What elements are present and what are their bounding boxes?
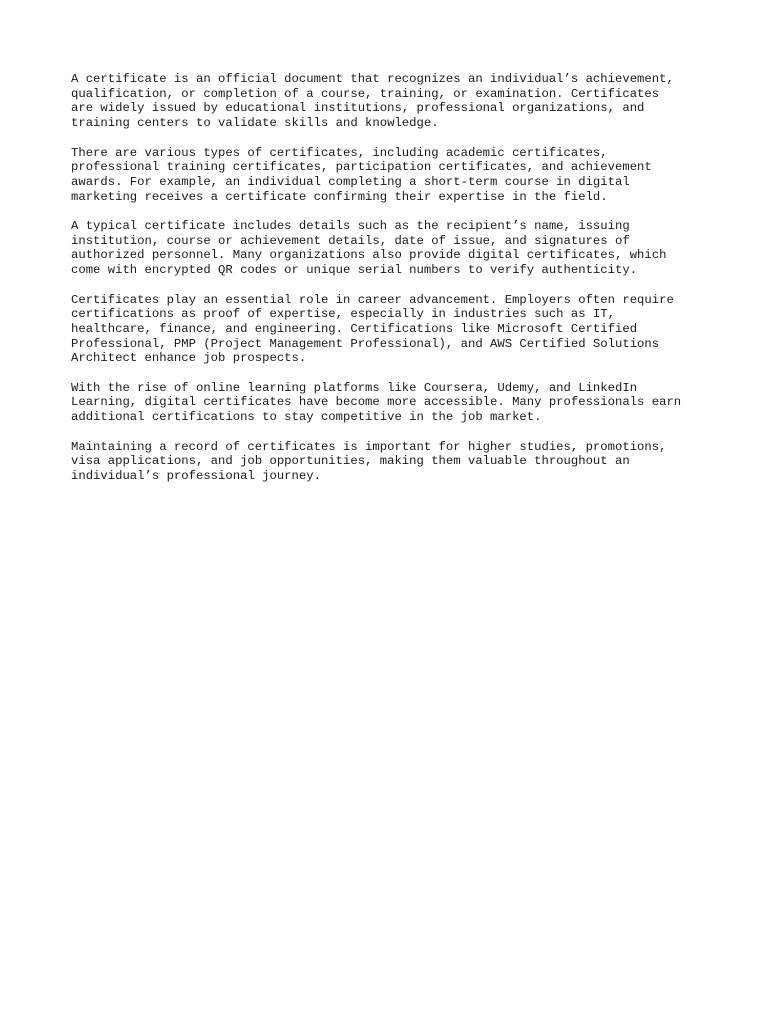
- text-line: certifications as proof of expertise, especially in industries such as IT,: [71, 307, 615, 322]
- text-line: Maintaining a record of certificates is important for higher studies, promotions,: [71, 439, 667, 454]
- text-line: With the rise of online learning platforms like Coursera, Udemy, and LinkedIn: [71, 380, 638, 395]
- text-line: additional certifications to stay competitive in the job market.: [71, 410, 542, 425]
- text-line: visa applications, and job opportunities, making them valuable throughout an: [71, 454, 630, 469]
- paragraph-career: [71, 293, 731, 367]
- text-line: Professional, PMP (Project Management Professional), and AWS Certified Solutions: [71, 336, 660, 351]
- document-body: [71, 72, 731, 498]
- text-line: individual’s professional journey.: [71, 468, 321, 483]
- text-line: authorized personnel. Many organizations also provide digital certificates, which: [71, 248, 667, 263]
- text-line: training centers to validate skills and knowledge.: [71, 116, 439, 131]
- paragraph-definition: [71, 72, 731, 131]
- paragraph-online-learning: [71, 381, 731, 425]
- paragraph-record-keeping: [71, 440, 731, 484]
- paragraph-types: [71, 146, 731, 205]
- text-line: Learning, digital certificates have become more accessible. Many professionals earn: [71, 395, 682, 410]
- text-line: healthcare, finance, and engineering. Certifications like Microsoft Certified: [71, 321, 638, 336]
- text-line: Architect enhance job prospects.: [71, 351, 307, 366]
- text-line: professional training certificates, participation certificates, and achievement: [71, 160, 652, 175]
- text-line: qualification, or completion of a course, training, or examination. Certificates: [71, 86, 660, 101]
- text-line: A typical certificate includes details such as the recipient’s name, issuing: [71, 219, 630, 233]
- text-line: There are various types of certificates, including academic certificates,: [71, 145, 608, 160]
- text-line: A certificate is an official document that recognizes an individual’s achievement,: [71, 72, 674, 86]
- text-line: institution, course or achievement details, date of issue, and signatures of: [71, 233, 630, 248]
- text-line: come with encrypted QR codes or unique serial numbers to verify authenticity.: [71, 263, 638, 278]
- text-line: Certificates play an essential role in career advancement. Employers often require: [71, 292, 674, 307]
- text-line: marketing receives a certificate confirming their expertise in the field.: [71, 189, 608, 204]
- text-line: are widely issued by educational institutions, professional organizations, and: [71, 101, 645, 116]
- paragraph-details: [71, 219, 731, 278]
- text-line: awards. For example, an individual completing a short-term course in digital: [71, 174, 630, 189]
